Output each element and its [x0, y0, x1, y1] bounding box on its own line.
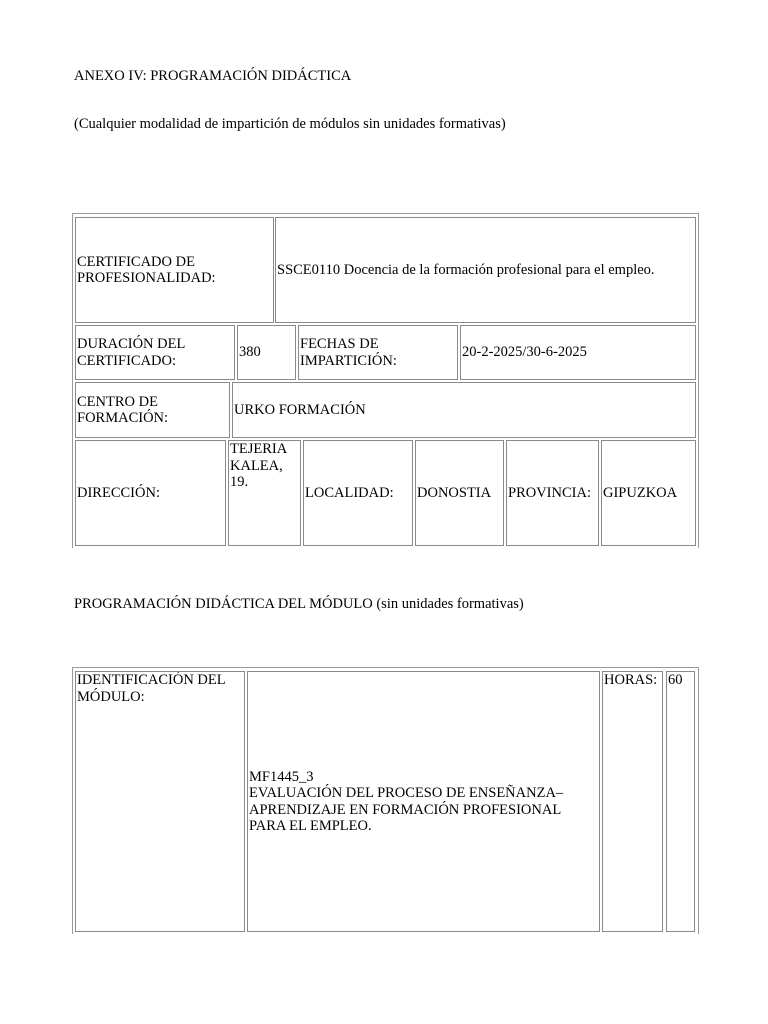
- module-section-heading: PROGRAMACIÓN DIDÁCTICA DEL MÓDULO (sin unidades formativas): [74, 596, 524, 612]
- certificado-label: CERTIFICADO DE PROFESIONALIDAD:: [75, 217, 274, 323]
- centro-value: URKO FORMACIÓN: [232, 382, 696, 438]
- document-subtitle: (Cualquier modalidad de impartición de módulos sin unidades formativas): [74, 116, 506, 132]
- localidad-value: DONOSTIA: [415, 440, 504, 546]
- direccion-label: DIRECCIÓN:: [75, 440, 226, 546]
- horas-label: HORAS:: [602, 671, 663, 932]
- localidad-label: LOCALIDAD:: [303, 440, 413, 546]
- duracion-label: DURACIÓN DEL CERTIFICADO:: [75, 325, 235, 380]
- duracion-value: 380: [237, 325, 296, 380]
- module-table: [72, 667, 699, 934]
- fechas-label: FECHAS DE IMPARTICIÓN:: [298, 325, 458, 380]
- horas-value: 60: [666, 671, 695, 932]
- certificado-value: SSCE0110 Docencia de la formación profesional para el empleo.: [275, 217, 696, 323]
- certificate-table: [72, 213, 699, 548]
- provincia-label: PROVINCIA:: [506, 440, 599, 546]
- document-title: ANEXO IV: PROGRAMACIÓN DIDÁCTICA: [74, 68, 352, 84]
- provincia-value: GIPUZKOA: [601, 440, 696, 546]
- module-description: MF1445_3 EVALUACIÓN DEL PROCESO DE ENSEÑANZA– APRENDIZAJE EN FORMACIÓN PROFESIONAL PARA EL EMPLEO.: [247, 671, 600, 932]
- centro-label: CENTRO DE FORMACIÓN:: [75, 382, 230, 438]
- direccion-value: TEJERIA KALEA, 19.: [228, 440, 301, 546]
- identificacion-label: IDENTIFICACIÓN DEL MÓDULO:: [75, 671, 245, 932]
- fechas-value: 20-2-2025/30-6-2025: [460, 325, 696, 380]
